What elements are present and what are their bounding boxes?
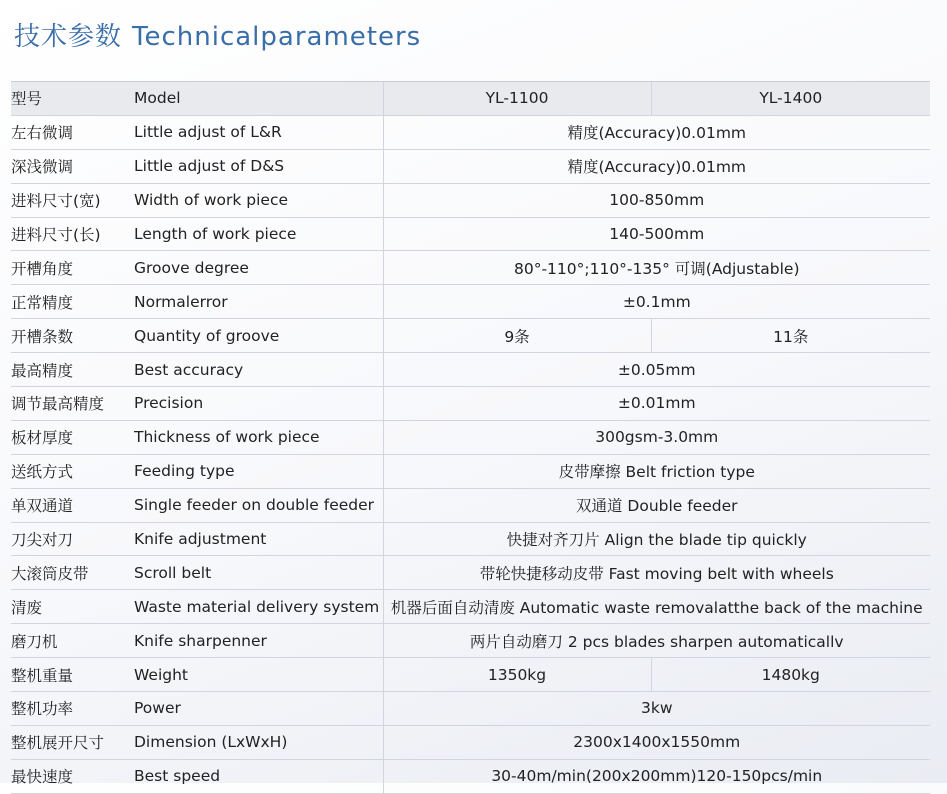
table-row [11,387,930,421]
param-value: 双通道 Double feeder [383,488,930,522]
param-name-en: Scroll belt [134,556,383,590]
table-row [11,115,930,149]
param-value: ±0.05mm [383,353,930,387]
param-name-cn: 开槽角度 [11,251,134,285]
table-row [11,420,930,454]
table-row [11,319,930,353]
table-row [11,759,930,793]
header-model-a: YL-1100 [383,82,651,116]
table-row [11,590,930,624]
param-name-cn: 最高精度 [11,353,134,387]
table-row [11,353,930,387]
param-name-cn: 整机功率 [11,692,134,726]
param-name-en: Knife adjustment [134,522,383,556]
param-name-en: Knife sharpenner [134,624,383,658]
param-value: 2300x1400x1550mm [383,725,930,759]
param-value: 80°-110°;110°-135° 可调(Adjustable) [383,251,930,285]
param-value: 两片自动磨刀 2 pcs blades sharpen automaticallv [383,624,930,658]
table-header-row [11,82,930,116]
param-name-cn: 正常精度 [11,285,134,319]
param-name-cn: 磨刀机 [11,624,134,658]
param-name-en: Width of work piece [134,183,383,217]
param-name-cn: 板材厚度 [11,420,134,454]
param-value: 140-500mm [383,217,930,251]
param-name-cn: 整机展开尺寸 [11,725,134,759]
param-name-en: Best speed [134,759,383,793]
table-row [11,149,930,183]
param-name-cn: 深浅微调 [11,149,134,183]
param-name-en: Weight [134,658,383,692]
header-en: Model [134,82,383,116]
page-title [14,16,421,53]
param-name-cn: 进料尺寸(长) [11,217,134,251]
param-value: 快捷对齐刀片 Align the blade tip quickly [383,522,930,556]
param-name-cn: 开槽条数 [11,319,134,353]
param-value: 皮带摩擦 Belt friction type [383,454,930,488]
param-name-cn: 单双通道 [11,488,134,522]
param-name-en: Power [134,692,383,726]
param-name-en: Dimension (LxWxH) [134,725,383,759]
param-value: 机器后面自动清废 Automatic waste removalatthe back of the machine [383,590,930,624]
param-name-en: Best accuracy [134,353,383,387]
param-value-model-a: 9条 [383,319,651,353]
header-cn: 型号 [11,82,134,116]
param-name-en: Quantity of groove [134,319,383,353]
param-name-en: Length of work piece [134,217,383,251]
param-name-en: Feeding type [134,454,383,488]
param-name-en: Single feeder on double feeder [134,488,383,522]
param-name-cn: 刀尖对刀 [11,522,134,556]
table-row [11,658,930,692]
table-row [11,251,930,285]
param-name-cn: 调节最高精度 [11,387,134,421]
param-name-cn: 最快速度 [11,759,134,793]
param-value: ±0.01mm [383,387,930,421]
param-value: 3kw [383,692,930,726]
param-value: 精度(Accuracy)0.01mm [383,149,930,183]
param-value: 精度(Accuracy)0.01mm [383,115,930,149]
param-name-en: Little adjust of L&R [134,115,383,149]
param-name-cn: 整机重量 [11,658,134,692]
table-row [11,725,930,759]
table-row [11,454,930,488]
param-name-en: Groove degree [134,251,383,285]
param-name-en: Waste material delivery system [134,590,383,624]
param-name-en: Thickness of work piece [134,420,383,454]
param-name-cn: 进料尺寸(宽) [11,183,134,217]
param-name-cn: 左右微调 [11,115,134,149]
param-name-en: Normalerror [134,285,383,319]
table-row [11,522,930,556]
page-title-cn: 技术参数 [14,22,123,52]
param-name-cn: 清废 [11,590,134,624]
page-title-en: Technicalparameters [132,22,422,52]
param-value: 300gsm-3.0mm [383,420,930,454]
table-row [11,556,930,590]
param-value-model-b: 1480kg [651,658,930,692]
param-value: ±0.1mm [383,285,930,319]
spec-table [11,81,930,794]
table-row [11,624,930,658]
header-model-b: YL-1400 [651,82,930,116]
table-row [11,692,930,726]
param-name-cn: 大滚筒皮带 [11,556,134,590]
param-value-model-a: 1350kg [383,658,651,692]
param-name-cn: 送纸方式 [11,454,134,488]
param-value: 带轮快捷移动皮带 Fast moving belt with wheels [383,556,930,590]
param-value-model-b: 11条 [651,319,930,353]
param-value: 30-40m/min(200x200mm)120-150pcs/min [383,759,930,793]
table-row [11,183,930,217]
table-row [11,217,930,251]
table-row [11,488,930,522]
param-name-en: Precision [134,387,383,421]
param-name-en: Little adjust of D&S [134,149,383,183]
param-value: 100-850mm [383,183,930,217]
table-row [11,285,930,319]
